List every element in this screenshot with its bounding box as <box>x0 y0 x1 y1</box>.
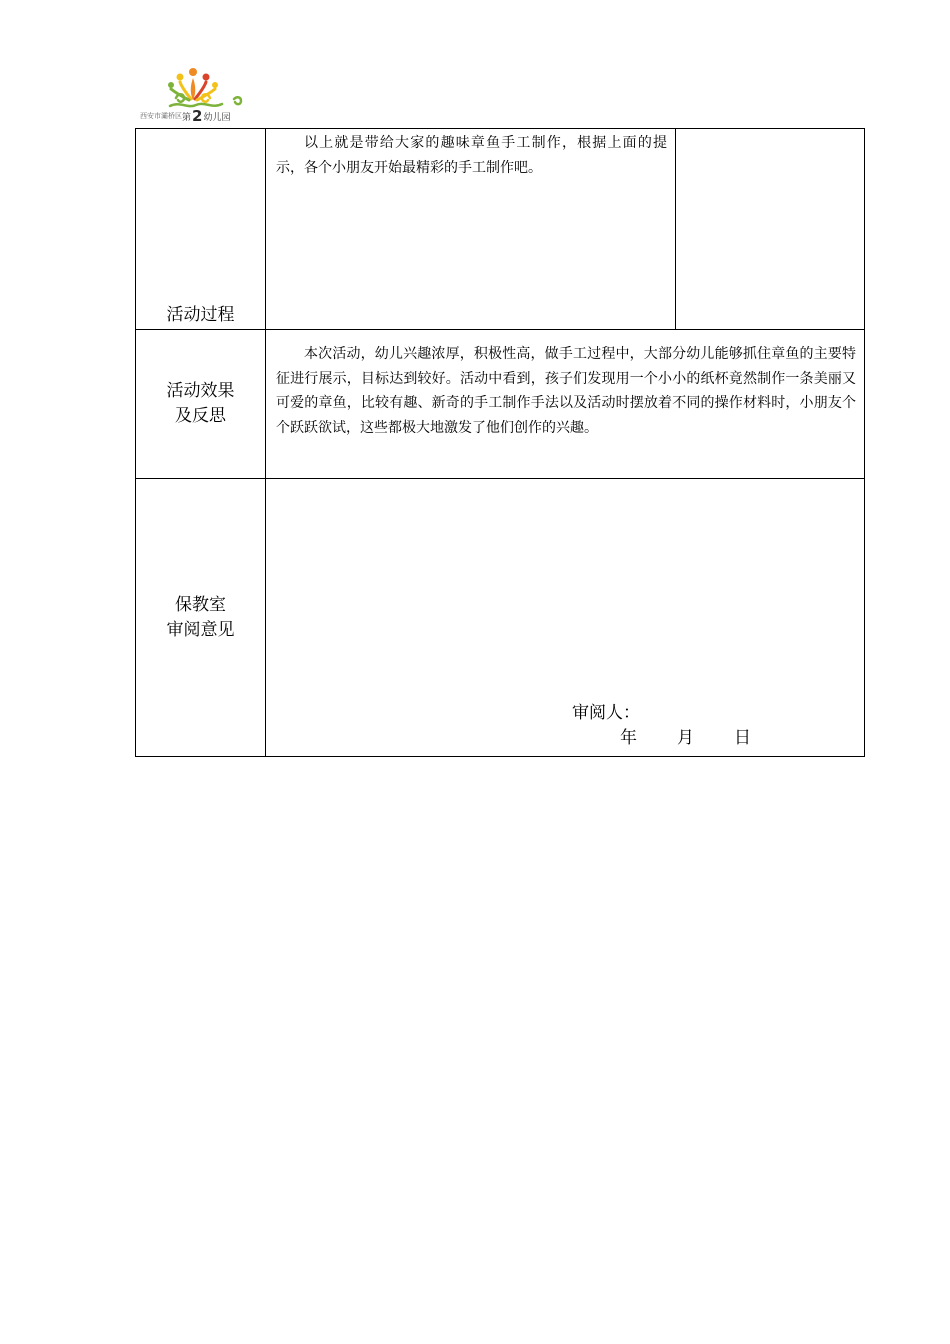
logo-prefix: 西安市灞桥区 <box>140 112 182 120</box>
reviewer-label: 审阅人： <box>572 703 640 723</box>
logo-suffix: 幼儿园 <box>203 112 231 123</box>
row-label-cell <box>136 479 266 757</box>
review-opinion-content-cell <box>266 479 865 757</box>
logo-numeral: 2 <box>192 107 203 125</box>
activity-process-text: 以上就是带给大家的趣味章鱼手工制作，根据上面的提示，各个小朋友开始最精彩的手工制作吧。 <box>276 135 667 176</box>
review-opinion-label <box>136 593 265 643</box>
table-row <box>136 330 865 479</box>
review-date <box>620 723 751 748</box>
activity-process-content-cell <box>266 129 676 330</box>
effect-reflection-label-line2: 及反思 <box>175 406 226 426</box>
review-opinion-label-line1: 保教室 <box>175 594 226 615</box>
row-label-cell <box>136 129 266 330</box>
table-row <box>136 129 865 330</box>
activity-process-label: 活动过程 <box>166 305 235 325</box>
effect-reflection-label <box>136 379 265 429</box>
review-opinion-label-line2: 审阅意见 <box>166 619 235 640</box>
table-row <box>136 479 865 757</box>
date-month-label: 月 <box>677 728 694 748</box>
logo-lead: 第 <box>182 112 192 123</box>
effect-reflection-content-cell <box>266 330 865 479</box>
logo-emblem-icon <box>140 66 246 110</box>
effect-reflection-text: 本次活动，幼儿兴趣浓厚，积极性高，做手工过程中，大部分幼儿能够抓住章鱼的主要特征进行展示，目标达到较好。活动中看到，孩子们发现用一个小小的纸杯竟然制作一条美丽又可爱的章鱼，比较有趣、新奇的手工制作手法以及活动时摆放着不同的操作材料时，小朋友个个跃跃欲试，这些都极大地激发了他们创作的兴趣。 <box>276 346 856 436</box>
date-year-label: 年 <box>620 728 637 748</box>
row-label-cell <box>136 330 266 479</box>
logo-wordmark <box>140 109 246 123</box>
date-day-label: 日 <box>734 728 751 748</box>
activity-record-table <box>135 128 865 757</box>
activity-process-extra-cell <box>676 129 865 330</box>
kindergarten-logo <box>140 66 246 126</box>
effect-reflection-label-line1: 活动效果 <box>166 381 235 401</box>
